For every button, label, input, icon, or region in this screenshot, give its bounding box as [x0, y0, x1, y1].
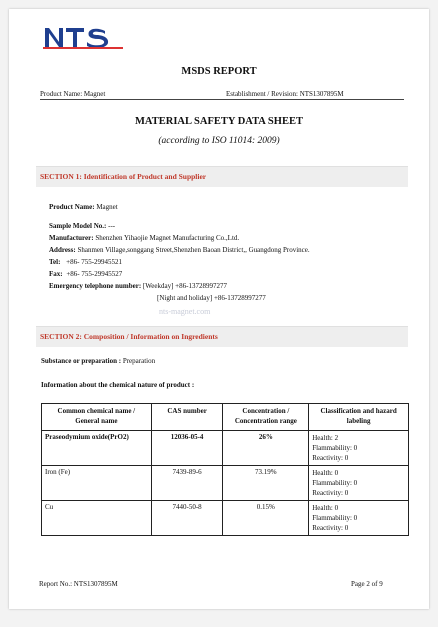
classification-cell [309, 501, 409, 536]
concentration-cell: 0.15% [223, 501, 309, 536]
chemical-name-cell: Cu [42, 501, 152, 536]
composition-table [41, 403, 409, 536]
emergency-night-row [157, 294, 266, 302]
fax-label: Fax: [49, 270, 63, 278]
table-header-row [42, 404, 409, 431]
report-title: MSDS REPORT [181, 66, 257, 77]
cas-cell: 7439-89-6 [151, 466, 223, 501]
tel-label: Tel: [49, 258, 61, 266]
flammability-text: Flammability: 0 [312, 444, 358, 452]
address-value: Shanmen Village,songgang Street,Shenzhen Baoan District,, Guangdong Province. [77, 246, 310, 254]
address-row [49, 246, 310, 254]
chemical-name-cell: Praseodymium oxide(PrO2) [42, 431, 152, 466]
emergency-row [49, 282, 227, 290]
concentration-cell: 26% [223, 431, 309, 466]
manufacturer-row [49, 234, 239, 242]
sample-model-label: Sample Model No.: [49, 222, 107, 230]
header-cas-number: CAS number [151, 404, 223, 431]
classification-cell [309, 431, 409, 466]
health-text: Health: 2 [312, 434, 339, 442]
sample-model-value: --- [108, 222, 116, 230]
section2-heading: SECTION 2: Composition / Information on Ingredients [40, 332, 218, 341]
substance-label: Substance or preparation : [41, 357, 122, 365]
cas-cell: 7440-50-8 [151, 501, 223, 536]
table-row [42, 466, 409, 501]
substance-value: Preparation [122, 357, 156, 365]
emergency-night: [Night and holiday] +86-13728997277 [157, 294, 266, 302]
footer-page-number: Page 2 of 9 [351, 580, 383, 588]
header-concentration: Concentration / Concentration range [223, 404, 309, 431]
reactivity-text: Reactivity: 0 [312, 524, 349, 532]
cas-cell: 12036-05-4 [151, 431, 223, 466]
section1-heading-bar [36, 166, 408, 187]
manufacturer-value: Shenzhen Yihaojie Magnet Manufacturing Co.,Ltd. [95, 234, 240, 242]
manufacturer-label: Manufacturer: [49, 234, 94, 242]
watermark: nts-magnet.com [159, 307, 211, 316]
product-header-line [40, 89, 404, 100]
flammability-text: Flammability: 0 [312, 514, 358, 522]
emergency-label: Emergency telephone number: [49, 282, 142, 290]
health-text: Health: 0 [312, 469, 339, 477]
sub-title: (according to ISO 11014: 2009) [158, 136, 280, 146]
product-name-line: Product Name: Magnet [40, 90, 106, 98]
table-row [42, 501, 409, 536]
product-name-value: Magnet [96, 203, 118, 211]
health-text: Health: 0 [312, 504, 339, 512]
address-label: Address: [49, 246, 76, 254]
nts-logo [43, 25, 123, 49]
sample-model-row [49, 222, 115, 230]
header-classification: Classification and hazard labeling [309, 404, 409, 431]
tel-row [49, 258, 122, 266]
section2-heading-bar [36, 326, 408, 347]
reactivity-text: Reactivity: 0 [312, 454, 349, 462]
fax-row [49, 270, 122, 278]
table-row [42, 431, 409, 466]
flammability-text: Flammability: 0 [312, 479, 358, 487]
establishment-line: Establishment / Revision: NTS1307895M [226, 90, 344, 98]
tel-value: +86- 755-29945521 [66, 258, 123, 266]
chemical-info-label: Information about the chemical nature of product : [41, 381, 195, 389]
substance-row [41, 357, 155, 365]
product-name-row [49, 203, 118, 211]
emergency-weekday: [Weekday] +86-13728997277 [142, 282, 227, 290]
chemical-info-row [41, 381, 194, 389]
main-title: MATERIAL SAFETY DATA SHEET [135, 116, 303, 127]
footer-report-no: Report No.: NTS1307895M [39, 580, 118, 588]
section1-heading: SECTION 1: Identification of Product and Supplier [40, 172, 207, 181]
reactivity-text: Reactivity: 0 [312, 489, 349, 497]
product-name-label: Product Name: [49, 203, 95, 211]
concentration-cell: 73.19% [223, 466, 309, 501]
header-chemical-name: Common chemical name / General name [42, 404, 152, 431]
fax-value: +86- 755-29945527 [66, 270, 123, 278]
classification-cell [309, 466, 409, 501]
chemical-name-cell: Iron (Fe) [42, 466, 152, 501]
msds-page [9, 9, 429, 609]
